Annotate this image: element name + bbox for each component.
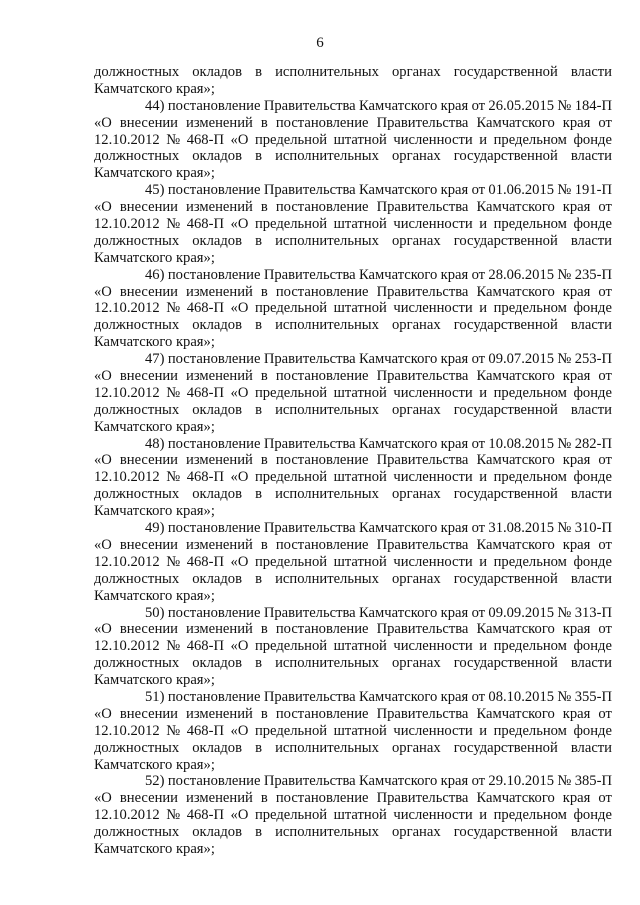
list-item (94, 351, 612, 435)
list-item-line: «О внесении изменений в постановление Правительства Камчатского края от (94, 283, 612, 300)
list-item-lead: 46) постановление Правительства Камчатского края от 28.06.2015 № 235-П (145, 266, 612, 283)
list-item-line: Камчатского края»; (94, 334, 215, 351)
list-item-line: Камчатского края»; (94, 756, 215, 773)
list-item-line: должностных окладов в исполнительных органах государственной власти (94, 739, 612, 756)
list-item-line: 12.10.2012 № 468-П «О предельной штатной численности и предельном фонде (94, 131, 612, 148)
list-item-line: 12.10.2012 № 468-П «О предельной штатной численности и предельном фонде (94, 553, 612, 570)
list-item-line: должностных окладов в исполнительных органах государственной власти (94, 486, 612, 503)
list-item (94, 267, 612, 351)
page-number: 6 (316, 35, 324, 51)
list-item-lead: 45) постановление Правительства Камчатского края от 01.06.2015 № 191-П (145, 182, 612, 199)
list-item-line: 12.10.2012 № 468-П «О предельной штатной численности и предельном фонде (94, 807, 612, 824)
list-item (94, 520, 612, 604)
list-item-line: «О внесении изменений в постановление Правительства Камчатского края от (94, 368, 612, 385)
list-item (94, 605, 612, 689)
list-item-line: Камчатского края»; (94, 672, 215, 689)
list-item-lead: 44) постановление Правительства Камчатского края от 26.05.2015 № 184-П (145, 97, 612, 114)
list-item-lead: 51) постановление Правительства Камчатского края от 08.10.2015 № 355-П (145, 688, 612, 705)
list-item-line: 12.10.2012 № 468-П «О предельной штатной численности и предельном фонде (94, 384, 612, 401)
list-item-line: 12.10.2012 № 468-П «О предельной штатной численности и предельном фонде (94, 216, 612, 233)
list-item-line: Камчатского края»; (94, 587, 215, 604)
list-item (94, 182, 612, 266)
list-item-line: должностных окладов в исполнительных органах государственной власти (94, 401, 612, 418)
list-item-lead: 49) постановление Правительства Камчатского края от 31.08.2015 № 310-П (145, 520, 612, 537)
list-item-line: Камчатского края»; (94, 165, 215, 182)
list-item-line: 12.10.2012 № 468-П «О предельной штатной численности и предельном фонде (94, 638, 612, 655)
opening-paragraph (94, 64, 612, 98)
list-item-line: 12.10.2012 № 468-П «О предельной штатной численности и предельном фонде (94, 722, 612, 739)
list-item-line: «О внесении изменений в постановление Правительства Камчатского края от (94, 621, 612, 638)
list-item-lead: 47) постановление Правительства Камчатского края от 09.07.2015 № 253-П (145, 351, 612, 368)
list-item-line: должностных окладов в исполнительных органах государственной власти (94, 232, 612, 249)
list-item-lead: 52) постановление Правительства Камчатского края от 29.10.2015 № 385-П (145, 773, 612, 790)
list-item-line: «О внесении изменений в постановление Правительства Камчатского края от (94, 536, 612, 553)
list-item (94, 689, 612, 773)
list-item-line: «О внесении изменений в постановление Правительства Камчатского края от (94, 452, 612, 469)
list-item-line: «О внесении изменений в постановление Правительства Камчатского края от (94, 705, 612, 722)
list-item-lead: 48) постановление Правительства Камчатского края от 10.08.2015 № 282-П (145, 435, 612, 452)
list-item-line: 12.10.2012 № 468-П «О предельной штатной численности и предельном фонде (94, 469, 612, 486)
list-item-line: 12.10.2012 № 468-П «О предельной штатной численности и предельном фонде (94, 300, 612, 317)
list-item (94, 98, 612, 182)
list-item-line: Камчатского края»; (94, 840, 215, 857)
document-list (94, 98, 612, 858)
list-item (94, 436, 612, 520)
opening-line: Камчатского края»; (94, 80, 215, 97)
document-body (94, 64, 612, 858)
list-item-line: должностных окладов в исполнительных органах государственной власти (94, 570, 612, 587)
list-item (94, 773, 612, 857)
opening-line: должностных окладов в исполнительных органах государственной власти (94, 64, 612, 80)
list-item-line: «О внесении изменений в постановление Правительства Камчатского края от (94, 199, 612, 216)
list-item-line: должностных окладов в исполнительных органах государственной власти (94, 824, 612, 841)
list-item-line: «О внесении изменений в постановление Правительства Камчатского края от (94, 790, 612, 807)
list-item-line: должностных окладов в исполнительных органах государственной власти (94, 317, 612, 334)
list-item-line: должностных окладов в исполнительных органах государственной власти (94, 655, 612, 672)
list-item-line: «О внесении изменений в постановление Правительства Камчатского края от (94, 114, 612, 131)
list-item-line: Камчатского края»; (94, 503, 215, 520)
list-item-line: должностных окладов в исполнительных органах государственной власти (94, 148, 612, 165)
list-item-line: Камчатского края»; (94, 418, 215, 435)
list-item-lead: 50) постановление Правительства Камчатского края от 09.09.2015 № 313-П (145, 604, 612, 621)
list-item-line: Камчатского края»; (94, 249, 215, 266)
